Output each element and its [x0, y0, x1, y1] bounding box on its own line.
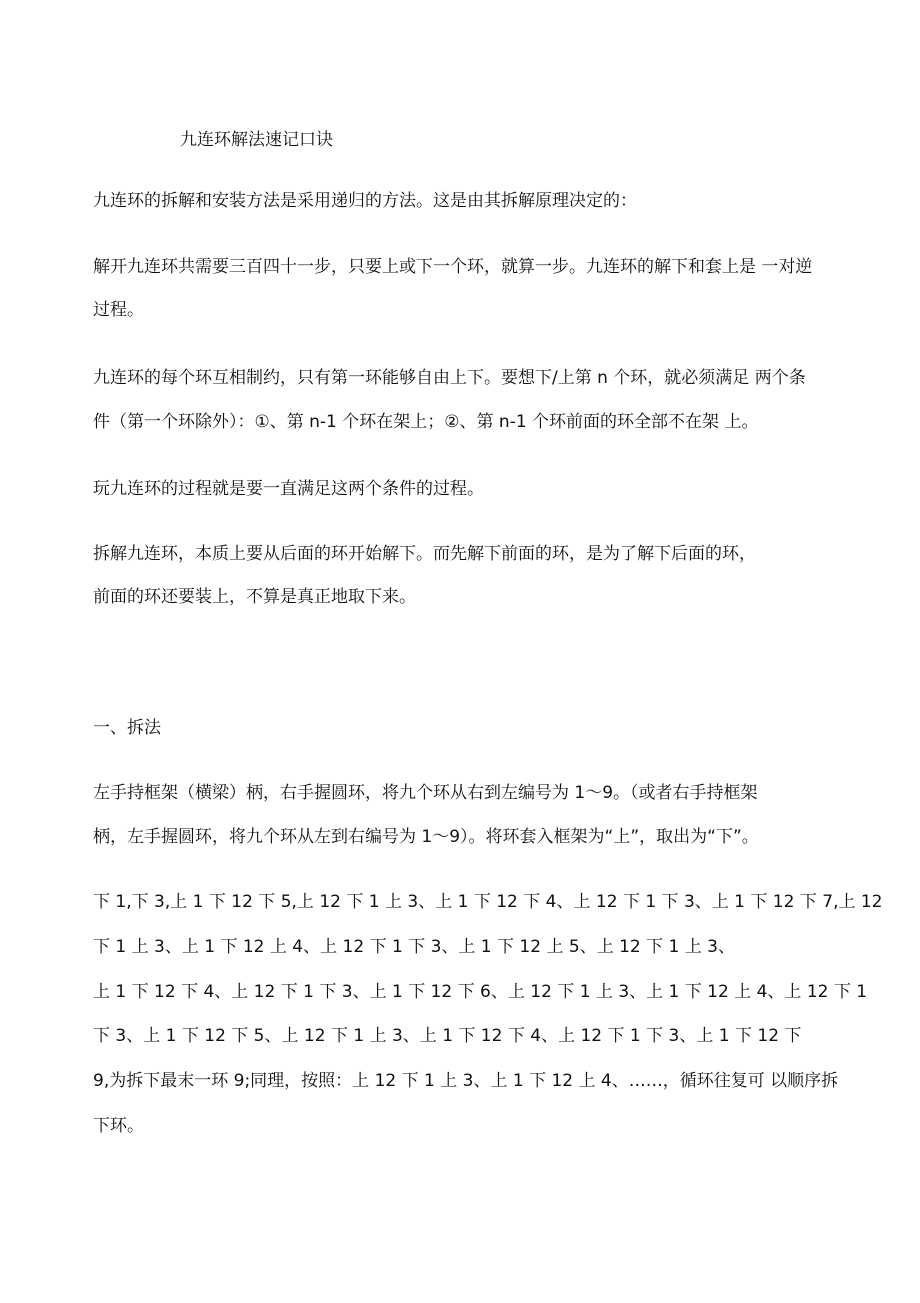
steps-line-5: 9,为拆下最末一环 9;同理，按照：上 12 下 1 上 3、上 1 下 12 上 4、……，循环往复可 以顺序拆 — [93, 1071, 839, 1091]
steps-line-3: 上 1 下 12 下 4、上 12 下 1 下 3、上 1 下 12 下 6、上 12 下 1 上 3、上 1 下 12 上 4、上 12 下 1 — [93, 982, 868, 1002]
steps-line-1: 下 1,下 3,上 1 下 12 下 5,上 12 下 1 上 3、上 1 下 12 下 4、上 12 下 1 下 3、上 1 下 12 下 7,上 12 — [93, 892, 883, 912]
intro-para3-line-2: 件（第一个环除外）：①、第 n-1 个环在架上；②、第 n-1 个环前面的环全部不在架 上。 — [93, 412, 759, 432]
section1-para1-line-2: 柄，左手握圆环，将九个环从左到右编号为 1〜9）。将环套入框架为“上”，取出为“下”。 — [93, 827, 759, 847]
intro-para4-line-1: 玩九连环的过程就是要一直满足这两个条件的过程。 — [93, 479, 484, 499]
document-title: 九连环解法速记口诀 — [180, 130, 333, 150]
intro-para2-line-1: 解开九连环共需要三百四十一步，只要上或下一个环，就算一步。九连环的解下和套上是 一对逆 — [93, 257, 813, 277]
intro-para5-line-1: 拆解九连环，本质上要从后面的环开始解下。而先解下前面的环，是为了解下后面的环， — [93, 544, 756, 564]
intro-para3-line-1: 九连环的每个环互相制约，只有第一环能够自由上下。要想下/上第 n 个环，就必须满足 两个条 — [93, 368, 806, 388]
steps-line-6: 下环。 — [93, 1116, 144, 1136]
steps-line-2: 下 1 上 3、上 1 下 12 上 4、上 12 下 1 下 3、上 1 下 12 上 5、上 12 下 1 上 3、 — [93, 937, 735, 957]
steps-line-4: 下 3、上 1 下 12 下 5、上 12 下 1 上 3、上 1 下 12 下 4、上 12 下 1 下 3、上 1 下 12 下 — [93, 1026, 802, 1046]
intro-line-1: 九连环的拆解和安装方法是采用递归的方法。这是由其拆解原理决定的： — [93, 191, 637, 211]
intro-para5-line-2: 前面的环还要装上，不算是真正地取下来。 — [93, 587, 416, 607]
section1-heading: 一、拆法 — [93, 718, 161, 738]
intro-para2-line-2: 过程。 — [93, 300, 144, 320]
section1-para1-line-1: 左手持框架（横梁）柄，右手握圆环，将九个环从右到左编号为 1〜9。（或者右手持框架 — [93, 783, 758, 803]
